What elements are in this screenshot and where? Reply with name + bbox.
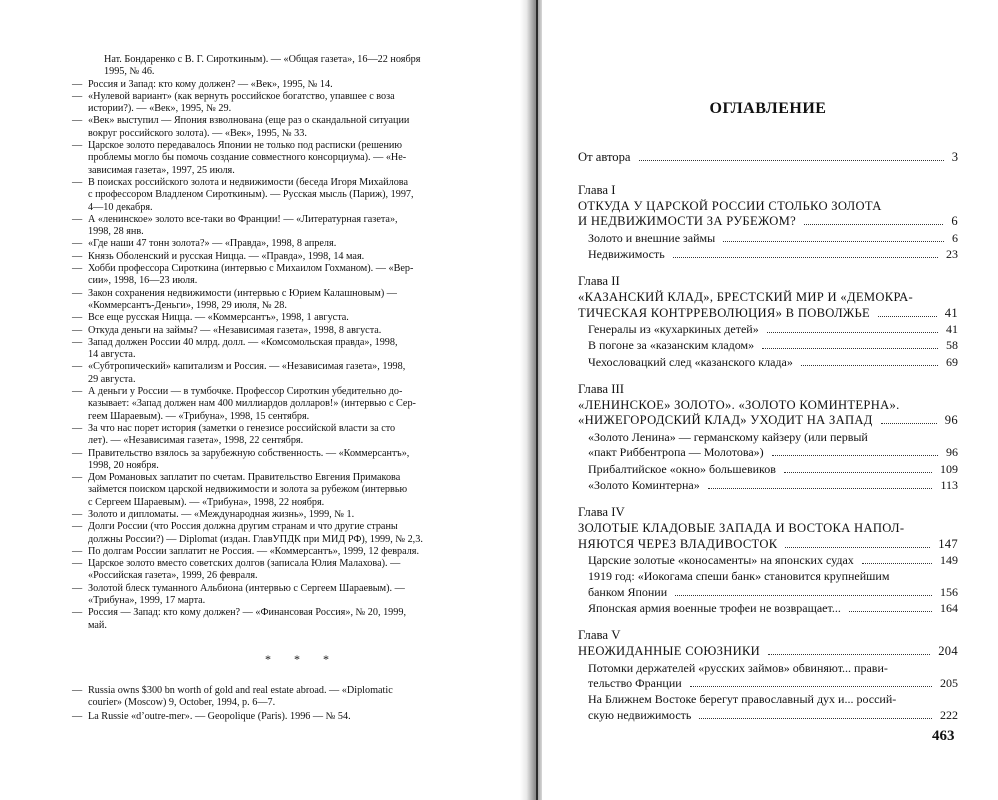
dot-leader: [673, 257, 938, 258]
toc-section[interactable]: [578, 601, 958, 616]
entry-dash: —: [72, 78, 83, 90]
section-title-line: В погоне за «казанским кладом»: [588, 338, 755, 353]
toc-chapter: [578, 381, 958, 493]
toc-section[interactable]: [578, 247, 958, 262]
entry-dash: —: [72, 508, 83, 520]
entry-dash: —: [72, 361, 83, 373]
entry-line: По долгам России заплатит не Россия. — «Коммерсантъ», 1999, 12 февраля.: [88, 545, 420, 557]
entry-line: с Сергеем Шараевым). — «Трибуна», 1998, 22 ноября.: [88, 496, 325, 508]
entry-dash: —: [72, 386, 83, 398]
chapter-heading-last-line: [578, 413, 958, 429]
section-title-line: Царские золотые «коносаменты» на японских судах: [588, 553, 854, 568]
section-last-line: [588, 478, 958, 493]
toc-section[interactable]: [578, 569, 958, 600]
entry-dash: —: [72, 238, 83, 250]
dot-leader: [881, 423, 937, 424]
section-page: 96: [946, 445, 958, 460]
dot-leader: [804, 224, 943, 225]
section-page: 222: [940, 707, 958, 722]
entry-line: 4—10 декабря.: [88, 201, 153, 213]
entry-line: 29 августа.: [88, 373, 136, 385]
entry-line: 1998, 20 ноября.: [88, 459, 159, 471]
bibliography-entry: [72, 54, 472, 79]
bibliography-entry: [72, 607, 472, 632]
section-title-line: Японская армия военные трофеи не возвращает...: [588, 601, 841, 616]
entry-line: «Субтропический» капитализм и Россия. — «Независимая газета», 1998,: [88, 361, 406, 373]
chapter-heading-line: НЯЮТСЯ ЧЕРЕЗ ВЛАДИВОСТОК: [578, 536, 778, 551]
bibliography-entry: [72, 214, 472, 239]
toc-section[interactable]: [578, 553, 958, 568]
bibliography-entry: [72, 251, 472, 263]
toc-title: ОГЛАВЛЕНИЕ: [709, 100, 827, 117]
entry-line: Дом Романовых заплатит по счетам. Правительство Евгения Примакова: [88, 472, 401, 484]
section-last-line: [588, 231, 958, 246]
section-page: 58: [946, 338, 958, 353]
bibliography-entry: [72, 325, 472, 337]
section-page: 156: [940, 584, 958, 599]
chapter-heading-line: НЕОЖИДАННЫЕ СОЮЗНИКИ: [578, 644, 761, 659]
entry-line: Нат. Бондаренко с В. Г. Сироткиным). — «Общая газета», 16—22 ноября: [104, 54, 421, 65]
chapter-heading-last-line: [578, 306, 958, 322]
chapter-page: 41: [944, 305, 958, 320]
entry-dash: —: [72, 312, 83, 324]
entry-line: 1995, № 46.: [104, 66, 155, 78]
entry-line: проблемы могло бы помочь создание совместного консорциума). — «Не-: [88, 152, 407, 164]
chapter-heading[interactable]: [578, 644, 958, 660]
toc-section[interactable]: [578, 661, 958, 692]
chapter-heading-line: ТИЧЕСКАЯ КОНТРРЕВОЛЮЦИЯ» В ПОВОЛЖЬЕ: [578, 305, 871, 320]
entry-dash: —: [72, 545, 83, 557]
dot-leader: [767, 332, 938, 333]
dot-leader: [862, 563, 932, 564]
entry-line: «Трибуна», 1999, 17 марта.: [88, 595, 206, 607]
chapter-heading-line: «ЛЕНИНСКОЕ» ЗОЛОТО». «ЗОЛОТО КОМИНТЕРНА».: [578, 397, 900, 412]
entry-line: Россия и Запад: кто кому должен? — «Век», 1995, № 14.: [88, 78, 333, 90]
bibliography-entry: [72, 140, 472, 177]
page-number: 463: [932, 728, 955, 744]
section-title-line: Чехословацкий след «казанского клада»: [588, 354, 793, 369]
chapter-heading-line: И НЕДВИЖИМОСТИ ЗА РУБЕЖОМ?: [578, 214, 797, 228]
bibliography-list: [72, 54, 472, 724]
section-title-line: 1919 год: «Иокогама спеши банк» становится крупнейшим: [588, 569, 890, 584]
entry-line: с профессором Владленом Сироткиным). — Русская мысль (Париж), 1997,: [88, 189, 414, 201]
bibliography-entry: [72, 472, 472, 509]
entry-line: За что нас порет история (заметки о генезисе российской власти за сто: [88, 422, 396, 434]
entry-line: должны России?) — Diplomat (издан. ГлавУПДК при МИД РФ), 1999, № 2,3.: [88, 533, 423, 545]
entry-line: Закон сохранения недвижимости (интервью с Юрием Калашновым) —: [88, 287, 397, 299]
section-last-line: [588, 708, 958, 723]
entry-line: «Российская газета», 1999, 26 февраля.: [88, 570, 258, 582]
chapter-label: Глава I: [578, 182, 616, 197]
dot-leader: [699, 718, 932, 719]
dot-leader: [784, 472, 932, 473]
toc-entry-author[interactable]: [578, 150, 958, 166]
entry-line: Хобби профессора Сироткина (интервью с Михаилом Гохманом). — «Вер-: [88, 263, 414, 275]
chapter-heading-line: «НИЖЕГОРОДСКИЙ КЛАД» УХОДИТ НА ЗАПАД: [578, 413, 873, 428]
section-title-line: скую недвижимость: [588, 707, 692, 722]
section-last-line: [588, 585, 958, 600]
foreign-bibliography-entry: [72, 711, 472, 723]
dot-leader: [785, 547, 930, 548]
entry-dash: —: [72, 324, 83, 336]
section-title-line: Прибалтийское «окно» большевиков: [588, 461, 776, 476]
dot-leader: [708, 488, 933, 489]
bibliography-entry: [72, 448, 472, 473]
section-title-line: «Золото Ленина» — германскому кайзеру (или первый: [588, 429, 868, 444]
chapter-heading-line: «КАЗАНСКИЙ КЛАД», БРЕСТСКИЙ МИР И «ДЕМОКРА-: [578, 290, 914, 305]
toc-section[interactable]: [578, 338, 958, 353]
entry-line: «Где наши 47 тонн золота?» — «Правда», 1998, 8 апреля.: [88, 238, 337, 250]
chapter-heading-line: ЗОЛОТЫЕ КЛАДОВЫЕ ЗАПАДА И ВОСТОКА НАПОЛ-: [578, 521, 905, 536]
chapter-page: 204: [938, 644, 958, 659]
entry-dash: —: [72, 263, 83, 275]
toc-chapter: [578, 182, 958, 263]
toc-chapters: [578, 182, 958, 724]
entry-dash: —: [72, 115, 83, 127]
chapter-page: 96: [944, 413, 958, 428]
section-page: 69: [946, 354, 958, 369]
chapter-heading[interactable]: [578, 290, 958, 321]
dot-leader: [690, 686, 932, 687]
bibliography-entries: [72, 54, 472, 632]
entry-line: займется поиском царской недвижимости и золота за рубежом (интервью: [88, 484, 408, 496]
toc-section[interactable]: [578, 355, 958, 370]
entry-dash: —: [72, 336, 83, 348]
toc-chapter: [578, 504, 958, 616]
section-title-line: На Ближнем Востоке берегут православный дух и... россий-: [588, 692, 897, 707]
bibliography-entry: [72, 583, 472, 608]
bibliography-entry: [72, 263, 472, 288]
section-title-line: «Золото Коминтерна»: [588, 477, 700, 492]
dot-leader: [801, 365, 938, 366]
chapter-label: Глава III: [578, 381, 625, 396]
bibliography-entry: [72, 312, 472, 324]
entry-dash: —: [72, 472, 83, 484]
entry-dash: —: [72, 447, 83, 459]
entry-line: геем Шараевым). — «Трибуна», 1998, 15 сентября.: [88, 410, 310, 422]
section-last-line: [588, 553, 958, 568]
section-page: 23: [946, 246, 958, 261]
entry-line: А «ленинское» золото все-таки во Франции! — «Литературная газета»,: [88, 213, 398, 225]
section-page: 149: [940, 553, 958, 568]
foreign-bibliography-entry: [72, 685, 472, 710]
bibliography-entry: [72, 115, 472, 140]
chapter-label: Глава IV: [578, 505, 625, 520]
section-last-line: [588, 601, 958, 616]
chapter-heading[interactable]: [578, 199, 958, 230]
entry-line: Царское золото передавалось Японии не только под расписки (решению: [88, 140, 402, 152]
entry-line: В поисках российского золота и недвижимости (беседа Игоря Михайлова: [88, 176, 408, 188]
entry-dash: —: [72, 422, 83, 434]
entry-line: Россия — Запад: кто кому должен? — «Финансовая Россия», № 20, 1999,: [88, 607, 407, 619]
foreign-bibliography-entries: [72, 685, 472, 723]
section-title-line: тельство Франции: [588, 676, 682, 691]
entry-line: Золотой блеск туманного Альбиона (интервью с Сергеем Шараевым). —: [88, 582, 405, 594]
toc-section[interactable]: [578, 462, 958, 477]
dot-leader: [768, 654, 930, 655]
toc-section[interactable]: [578, 478, 958, 493]
bibliography-entry: [72, 238, 472, 250]
entry-dash: —: [72, 607, 83, 619]
entry-dash: —: [72, 558, 83, 570]
toc-chapter: [578, 273, 958, 370]
chapter-heading[interactable]: [578, 521, 958, 552]
section-last-line: [588, 247, 958, 262]
toc-section[interactable]: [578, 322, 958, 337]
entry-line: 14 августа.: [88, 349, 136, 361]
bibliography-entry: [72, 521, 472, 546]
section-page: 205: [940, 676, 958, 691]
section-last-line: [588, 676, 958, 691]
bibliography-entry: [72, 386, 472, 423]
entry-dash: —: [72, 287, 83, 299]
section-title-line: Потомки держателей «русских займов» обвиняют... прави-: [588, 660, 888, 675]
entry-line: Все еще русская Ницца. — «Коммерсантъ», 1998, 1 августа.: [88, 312, 349, 324]
bibliography-entry: [72, 79, 472, 91]
section-page: 113: [940, 477, 958, 492]
chapter-page: 6: [951, 214, 958, 228]
book-gutter: [520, 0, 542, 800]
chapter-label: Глава II: [578, 274, 620, 289]
dot-leader: [878, 316, 937, 317]
entry-line: Russia owns $300 bn worth of gold and real estate abroad. — «Diplomatic: [88, 684, 393, 696]
section-page: 164: [940, 601, 958, 616]
entry-line: А деньги у России — в тумбочке. Профессор Сироткин убедительно до-: [88, 386, 403, 398]
entry-line: courier» (Moscow) 9, October, 1994, p. 6—7.: [88, 697, 276, 709]
entry-line: май.: [88, 619, 107, 631]
toc-section[interactable]: [578, 231, 958, 246]
dot-leader: [639, 160, 944, 161]
section-last-line: [588, 445, 958, 460]
section-separator: * * *: [265, 651, 339, 666]
gutter-shadow-line: [536, 0, 538, 800]
entry-line: Долги России (что Россия должна другим странам и что другие страны: [88, 521, 398, 533]
dot-leader: [772, 455, 938, 456]
entry-line: «Нулевой вариант» (как вернуть российское богатство, упавшее с воза: [88, 90, 395, 102]
entry-line: Откуда деньги на займы? — «Независимая газета», 1998, 8 августа.: [88, 324, 382, 336]
section-last-line: [588, 338, 958, 353]
section-title-line: Недвижимость: [588, 246, 665, 261]
section-page: 41: [946, 322, 958, 337]
chapter-page: 147: [938, 536, 958, 551]
dot-leader: [723, 241, 944, 242]
entry-line: Запад должен России 40 млрд. долл. — «Комсомольская правда», 1998,: [88, 336, 398, 348]
dot-leader: [762, 348, 938, 349]
entry-dash: —: [72, 521, 83, 533]
section-title-line: «пакт Риббентропа — Молотова»): [588, 445, 764, 460]
chapter-heading-last-line: [578, 644, 958, 660]
bibliography-entry: [72, 177, 472, 214]
entry-dash: —: [72, 140, 83, 152]
bibliography-entry: [72, 337, 472, 362]
section-title-line: Золото и внешние займы: [588, 230, 716, 245]
entry-dash: —: [72, 710, 83, 722]
toc-section[interactable]: [578, 692, 958, 723]
section-page: 6: [952, 230, 958, 245]
bibliography-entry: [72, 558, 472, 583]
entry-dash: —: [72, 90, 83, 102]
bibliography-entry: [72, 288, 472, 313]
section-page: 109: [940, 461, 958, 476]
dot-leader: [849, 611, 932, 612]
bibliography-entry: [72, 361, 472, 386]
entry-line: «Коммерсантъ-Деньги», 1998, 29 июля, № 28.: [88, 299, 287, 311]
section-last-line: [588, 355, 958, 370]
entry-line: лет). — «Независимая газета», 1998, 22 сентября.: [88, 435, 304, 447]
entry-line: Правительство взялось за зарубежную собственность. — «Коммерсантъ»,: [88, 447, 410, 459]
toc-section[interactable]: [578, 430, 958, 461]
entry-line: сии», 1998, 16—23 июля.: [88, 275, 198, 287]
section-last-line: [588, 462, 958, 477]
section-title-line: Генералы из «кухаркиных детей»: [588, 322, 759, 337]
entry-line: «Век» выступил — Япония взволнована (еще раз о скандальной ситуации: [88, 115, 410, 127]
bibliography-entry: [72, 423, 472, 448]
entry-line: зависимая газета», 1997, 25 июля.: [88, 164, 235, 176]
chapter-heading-line: ОТКУДА У ЦАРСКОЙ РОССИИ СТОЛЬКО ЗОЛОТА: [578, 198, 882, 213]
chapter-heading-last-line: [578, 214, 958, 230]
entry-dash: —: [72, 176, 83, 188]
chapter-heading[interactable]: [578, 398, 958, 429]
chapter-label: Глава V: [578, 628, 621, 643]
entry-line: Князь Оболенский и русская Ницца. — «Правда», 1998, 14 мая.: [88, 250, 365, 262]
entry-line: La Russie «d’outre-mer». — Geopolique (Paris). 1996 — № 54.: [88, 710, 351, 722]
entry-line: Золото и дипломаты. — «Международная жизнь», 1999, № 1.: [88, 508, 355, 520]
entry-dash: —: [72, 684, 83, 696]
entry-line: 1998, 28 янв.: [88, 226, 144, 238]
section-title-line: банком Японии: [588, 584, 668, 599]
entry-line: казывает: «Запад должен нам 400 миллиардов долларов!» (интервью с Сер-: [88, 398, 416, 410]
toc-author-page: 3: [951, 150, 958, 164]
toc-author-label: От автора: [578, 150, 631, 164]
entry-line: вокруг российского золота). — «Век», 1995, № 33.: [88, 127, 307, 139]
bibliography-entry: [72, 546, 472, 558]
toc-chapter: [578, 627, 958, 723]
section-last-line: [588, 322, 958, 337]
entry-line: Царское золото вместо советских долгов (записала Юлия Малахова). —: [88, 558, 401, 570]
entry-dash: —: [72, 250, 83, 262]
entry-dash: —: [72, 582, 83, 594]
entry-line: истории?). — «Век», 1995, № 29.: [88, 103, 232, 115]
dot-leader: [675, 595, 932, 596]
bibliography-entry: [72, 91, 472, 116]
chapter-heading-last-line: [578, 537, 958, 553]
table-of-contents: [578, 100, 958, 734]
entry-dash: —: [72, 213, 83, 225]
bibliography-entry: [72, 509, 472, 521]
